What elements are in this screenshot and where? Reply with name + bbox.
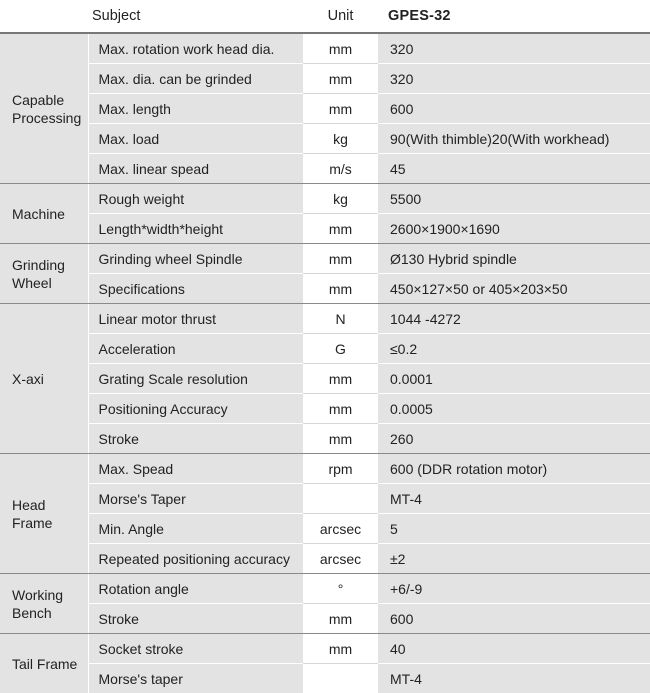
spec-row — [0, 334, 650, 364]
value-cell: 600 (DDR rotation motor) — [378, 454, 650, 484]
value-cell: MT-4 — [378, 484, 650, 514]
spec-row — [0, 574, 650, 604]
category-label: Tail Frame — [0, 634, 88, 693]
value-cell: ±2 — [378, 544, 650, 574]
subject-cell: Max. linear spead — [88, 154, 303, 184]
unit-cell: m/s — [303, 154, 378, 184]
unit-cell: arcsec — [303, 514, 378, 544]
unit-cell — [303, 664, 378, 693]
value-cell: 1044 -4272 — [378, 304, 650, 334]
subject-cell: Stroke — [88, 604, 303, 634]
spec-row — [0, 424, 650, 454]
header-unit: Unit — [303, 0, 378, 33]
spec-row — [0, 274, 650, 304]
spec-row — [0, 184, 650, 214]
subject-cell: Morse's taper — [88, 664, 303, 693]
spec-row — [0, 484, 650, 514]
value-cell: 260 — [378, 424, 650, 454]
unit-cell: arcsec — [303, 544, 378, 574]
value-cell: 40 — [378, 634, 650, 664]
unit-cell: kg — [303, 124, 378, 154]
subject-cell: Max. load — [88, 124, 303, 154]
spec-row — [0, 154, 650, 184]
unit-cell: rpm — [303, 454, 378, 484]
subject-cell: Max. Spead — [88, 454, 303, 484]
unit-cell: kg — [303, 184, 378, 214]
subject-cell: Linear motor thrust — [88, 304, 303, 334]
value-cell: 5500 — [378, 184, 650, 214]
value-cell: 320 — [378, 33, 650, 64]
category-label: Working Bench — [0, 574, 88, 634]
spec-row — [0, 394, 650, 424]
subject-cell: Positioning Accuracy — [88, 394, 303, 424]
subject-cell: Min. Angle — [88, 514, 303, 544]
unit-cell — [303, 484, 378, 514]
spec-row — [0, 124, 650, 154]
value-cell: 90(With thimble)20(With workhead) — [378, 124, 650, 154]
unit-cell: mm — [303, 214, 378, 244]
spec-row — [0, 664, 650, 693]
unit-cell: N — [303, 304, 378, 334]
subject-cell: Rotation angle — [88, 574, 303, 604]
subject-cell: Socket stroke — [88, 634, 303, 664]
value-cell: 0.0005 — [378, 394, 650, 424]
category-label: X-axi — [0, 304, 88, 454]
value-cell: 450×127×50 or 405×203×50 — [378, 274, 650, 304]
spec-row — [0, 514, 650, 544]
unit-cell: mm — [303, 33, 378, 64]
spec-row — [0, 244, 650, 274]
header-subject: Subject — [88, 0, 303, 33]
unit-cell: ° — [303, 574, 378, 604]
value-cell: 600 — [378, 604, 650, 634]
spec-row — [0, 64, 650, 94]
value-cell: 600 — [378, 94, 650, 124]
unit-cell: G — [303, 334, 378, 364]
spec-row — [0, 304, 650, 334]
value-cell: +6/-9 — [378, 574, 650, 604]
value-cell: 45 — [378, 154, 650, 184]
unit-cell: mm — [303, 64, 378, 94]
header-model: GPES-32 — [378, 0, 650, 33]
category-label: Capable Processing — [0, 33, 88, 184]
spec-row — [0, 544, 650, 574]
category-label: Grinding Wheel — [0, 244, 88, 304]
subject-cell: Acceleration — [88, 334, 303, 364]
spec-row — [0, 604, 650, 634]
unit-cell: mm — [303, 94, 378, 124]
value-cell: MT-4 — [378, 664, 650, 693]
subject-cell: Grating Scale resolution — [88, 364, 303, 394]
subject-cell: Specifications — [88, 274, 303, 304]
value-cell: Ø130 Hybrid spindle — [378, 244, 650, 274]
unit-cell: mm — [303, 394, 378, 424]
subject-cell: Max. length — [88, 94, 303, 124]
value-cell: 2600×1900×1690 — [378, 214, 650, 244]
value-cell: 5 — [378, 514, 650, 544]
subject-cell: Grinding wheel Spindle — [88, 244, 303, 274]
subject-cell: Rough weight — [88, 184, 303, 214]
unit-cell: mm — [303, 634, 378, 664]
subject-cell: Stroke — [88, 424, 303, 454]
spec-row — [0, 33, 650, 64]
unit-cell: mm — [303, 424, 378, 454]
value-cell: 0.0001 — [378, 364, 650, 394]
spec-body — [0, 33, 650, 693]
subject-cell: Max. dia. can be grinded — [88, 64, 303, 94]
value-cell: ≤0.2 — [378, 334, 650, 364]
unit-cell: mm — [303, 274, 378, 304]
category-label: Machine — [0, 184, 88, 244]
spec-row — [0, 634, 650, 664]
spec-row — [0, 214, 650, 244]
unit-cell: mm — [303, 604, 378, 634]
spec-row — [0, 364, 650, 394]
header-category-cell — [0, 0, 88, 33]
unit-cell: mm — [303, 364, 378, 394]
header-row — [0, 0, 650, 33]
value-cell: 320 — [378, 64, 650, 94]
unit-cell: mm — [303, 244, 378, 274]
spec-row — [0, 94, 650, 124]
subject-cell: Repeated positioning accuracy — [88, 544, 303, 574]
subject-cell: Morse's Taper — [88, 484, 303, 514]
spec-row — [0, 454, 650, 484]
subject-cell: Length*width*height — [88, 214, 303, 244]
category-label: Head Frame — [0, 454, 88, 574]
subject-cell: Max. rotation work head dia. — [88, 33, 303, 64]
